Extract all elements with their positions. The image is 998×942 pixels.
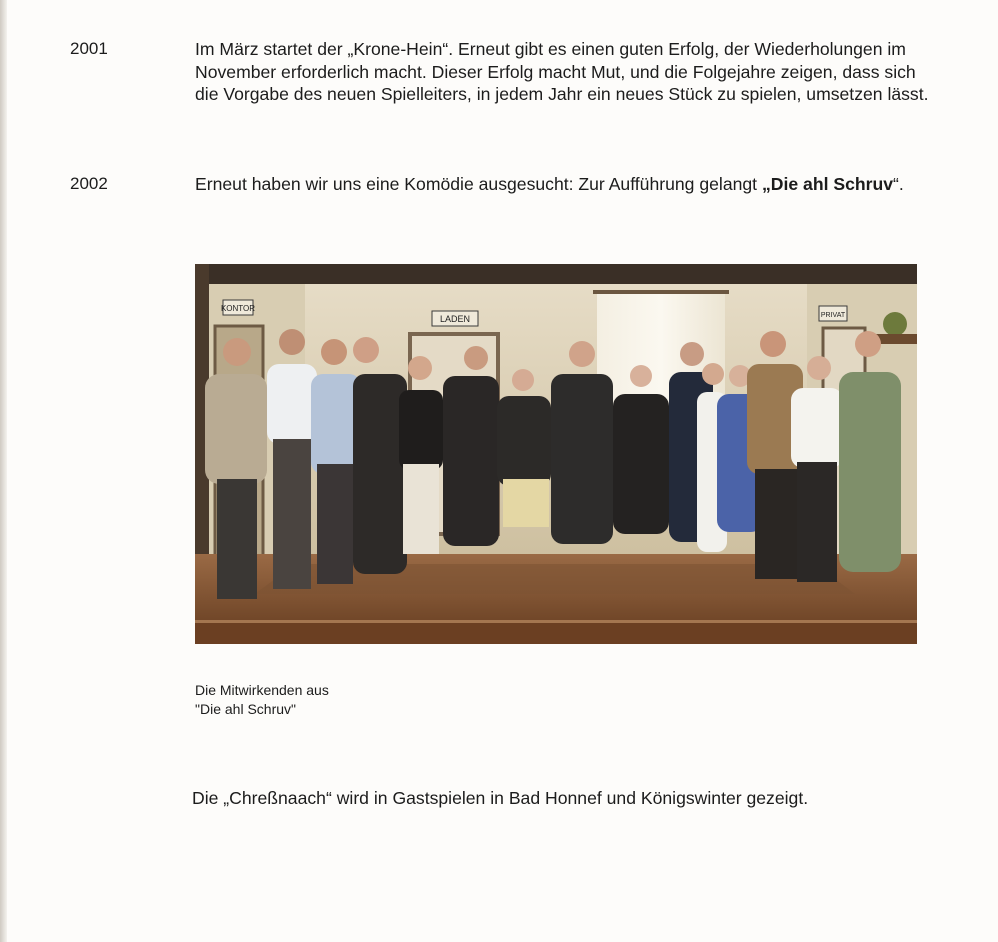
sign-kontor-text: KONTOR (220, 304, 256, 313)
entry-text-part: “. (893, 174, 904, 194)
play-title: „Die ahl Schruv (761, 174, 893, 194)
entry-text-part: Erneut haben wir uns eine Komödie ausgesucht: Zur Aufführung gelangt (195, 174, 762, 194)
closing-paragraph: Die „Chreßnaach“ wird in Gastspielen in Bad Honnef und Königswinter gezeigt. (192, 788, 809, 808)
photo-caption (195, 681, 329, 719)
entry-year: 2002 (70, 174, 108, 193)
sign-laden (432, 311, 478, 326)
entry-text: Im März startet der „Krone-Hein“. Erneut gibt es einen guten Erfolg, der Wiederholungen im November erforderlich macht. Dieser Erfolg macht Mut, und die Folgejahre zeigen, dass sich die Vorgabe des neuen Spielleiters, in jedem Jahr ein neues Stück zu spielen, umsetzen lässt. (195, 39, 929, 104)
entry-year: 2001 (70, 39, 108, 58)
caption-line: Die Mitwirkenden aus (195, 682, 329, 698)
page-binding-edge (0, 0, 7, 942)
sign-privat-text: PRIVAT (820, 312, 846, 319)
sign-laden-text: LADEN (439, 314, 471, 324)
entry-text (195, 173, 935, 196)
sign-kontor (221, 300, 255, 315)
caption-line: "Die ahl Schruv" (195, 701, 296, 717)
cast-photo (195, 264, 917, 644)
sign-privat (819, 306, 847, 321)
